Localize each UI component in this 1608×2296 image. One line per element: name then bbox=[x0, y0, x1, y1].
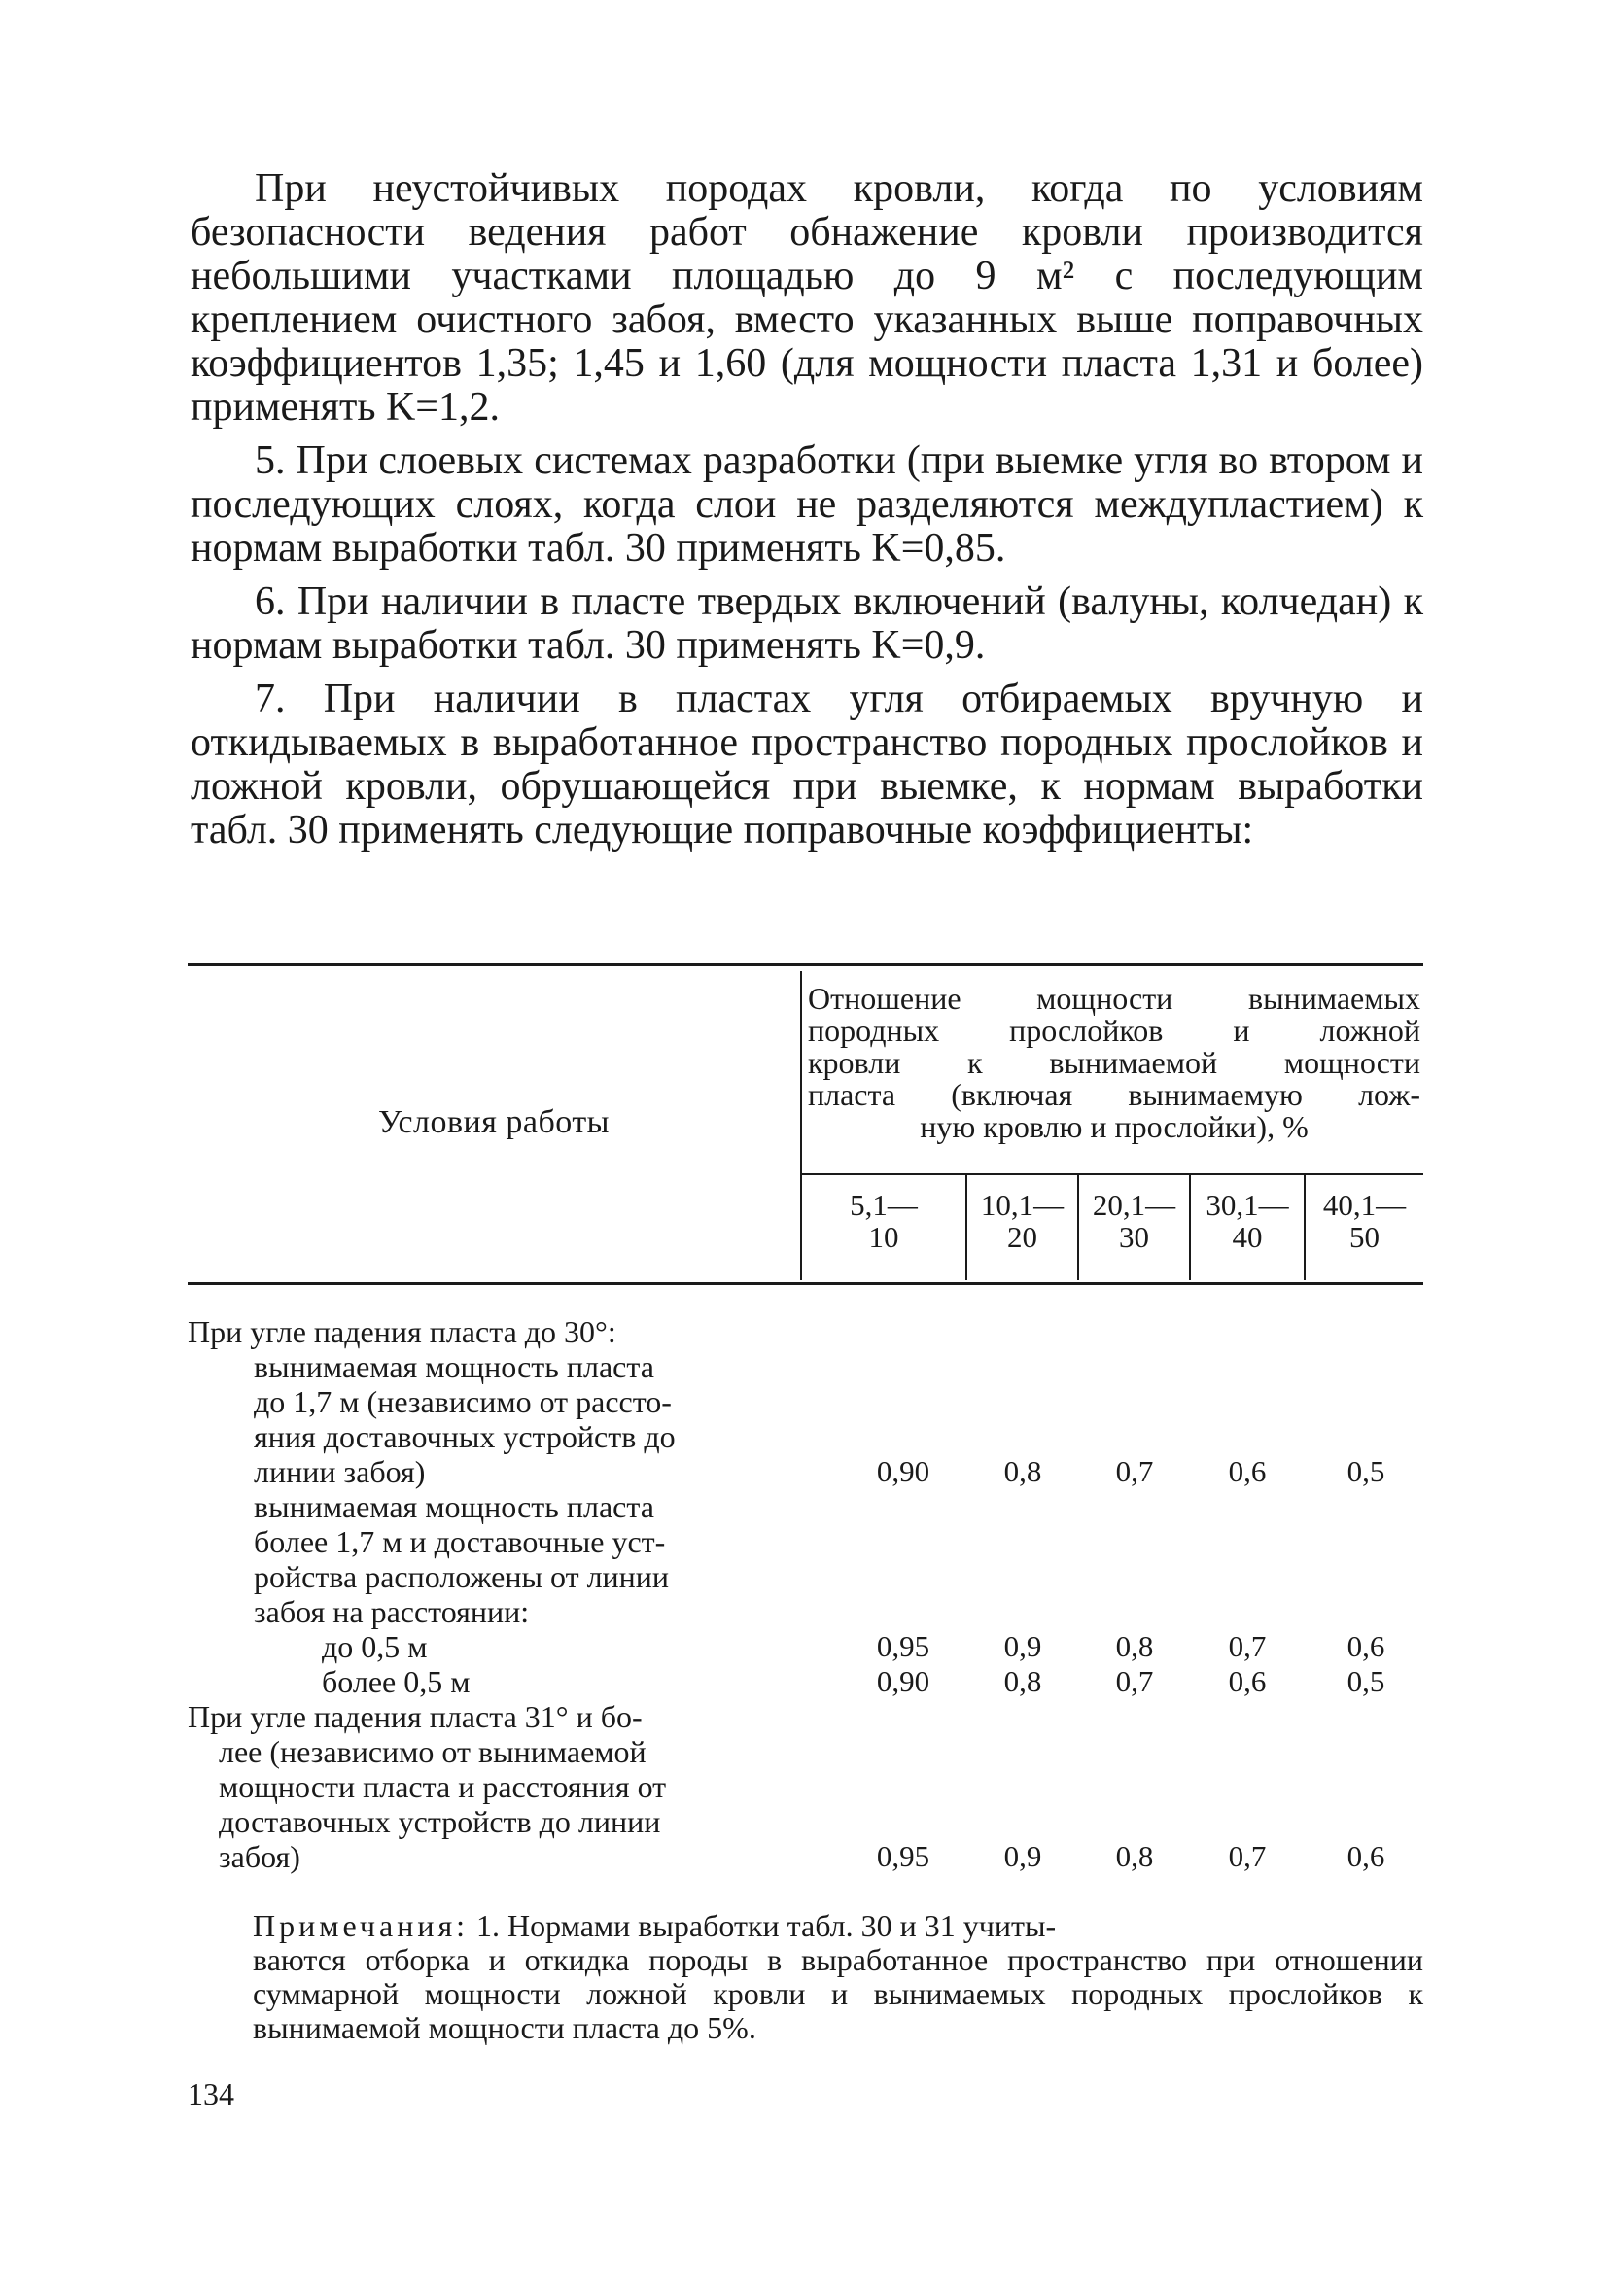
paragraph-5: 5. При слоевых системах разработки (при выемке угля во втором и последующих слоях, когда слои не разделяются междупластием) к нормам выработки табл. 30 применять K=0,85. bbox=[191, 438, 1423, 571]
table-cell: 0,95 bbox=[876, 1839, 930, 1873]
column-header-conditions: Условия работы bbox=[377, 1104, 611, 1140]
table-cell: 0,6 bbox=[1228, 1664, 1267, 1698]
table-cell: 0,95 bbox=[876, 1629, 930, 1663]
table-cell: 0,6 bbox=[1346, 1839, 1385, 1873]
table-cell: 0,7 bbox=[1115, 1454, 1154, 1488]
row-label-up-to-0-5: до 0,5 м bbox=[322, 1629, 428, 1664]
table-cell: 0,7 bbox=[1228, 1629, 1267, 1663]
table-cell: 0,9 bbox=[1003, 1629, 1042, 1663]
table-cell: 0,9 bbox=[1003, 1839, 1042, 1873]
table-cell: 0,5 bbox=[1346, 1454, 1385, 1488]
range-header: 10,1— 20 bbox=[980, 1188, 1065, 1254]
table-cell: 0,6 bbox=[1228, 1454, 1267, 1488]
table-header-rule bbox=[188, 1282, 1423, 1285]
row-label-thin-seam: вынимаемая мощность пласта до 1,7 м (независимо от рассто- яния доставочных устройств до линии забоя) bbox=[254, 1349, 676, 1489]
paragraph-7: 7. При наличии в пластах угля отбираемых вручную и откидываемых в выработанное пространство породных прослойков и ложной кровли, обрушающейся при выемке, к нормам выработки табл. 30 применять следующие поправочные коэффициенты: bbox=[191, 677, 1423, 852]
row-label-over-0-5: более 0,5 м bbox=[322, 1664, 471, 1699]
range-header: 30,1— 40 bbox=[1206, 1188, 1289, 1254]
table-cell: 0,90 bbox=[876, 1664, 930, 1698]
table-cell: 0,7 bbox=[1115, 1664, 1154, 1698]
table-cell: 0,7 bbox=[1228, 1839, 1267, 1873]
table-cell: 0,8 bbox=[1115, 1629, 1154, 1663]
table-cell: 0,90 bbox=[876, 1454, 930, 1488]
footnote bbox=[253, 1909, 1423, 1943]
column-header-ratio: Отношение мощности вынимаемых породных прослойков и ложной кровли к вынимаемой мощности пласта (включая вынимаемую лож- ную кровлю и прослойки), % bbox=[808, 981, 1420, 1144]
table-cell: 0,8 bbox=[1003, 1664, 1042, 1698]
subheader-rule bbox=[802, 1173, 1423, 1175]
table-cell: 0,6 bbox=[1346, 1629, 1385, 1663]
range-header: 20,1— 30 bbox=[1092, 1188, 1176, 1254]
body-text bbox=[191, 167, 1423, 862]
footnote-first-line: 1. Нормами выработки табл. 30 и 31 учиты- bbox=[469, 1908, 1057, 1943]
footnote-label: Примечания: bbox=[253, 1908, 470, 1943]
row-label-steep-seam: При угле падения пласта 31° и бо- лее (независимо от вынимаемой мощности пласта и расстояния от доставочных устройств до линии забоя) bbox=[188, 1699, 667, 1874]
paragraph-unstable-roof: При неустойчивых породах кровли, когда по условиям безопасности ведения работ обнажение кровли производится небольшими участками площадью до 9 м² с последующим креплением очистного забоя, вместо указанных выше поправочных коэффициентов 1,35; 1,45 и 1,60 (для мощности пласта 1,31 и более) применять K=1,2. bbox=[191, 166, 1423, 430]
table-cell: 0,8 bbox=[1115, 1839, 1154, 1873]
range-header: 40,1— 50 bbox=[1322, 1188, 1407, 1254]
range-header: 5,1— 10 bbox=[850, 1188, 918, 1254]
table-cell: 0,8 bbox=[1003, 1454, 1042, 1488]
paragraph-6: 6. При наличии в пласте твердых включений (валуны, колчедан) к нормам выработки табл. 30 применять K=0,9. bbox=[191, 579, 1423, 668]
footnote-body: ваются отборка и откидка породы в выработанное пространство при отношении суммарной мощности ложной кровли и вынимаемых породных прослойков к вынимаемой мощности пласта до 5%. bbox=[253, 1942, 1423, 2045]
row-label-thick-seam: вынимаемая мощность пласта более 1,7 м и доставочные уст- ройства расположены от линии забоя на расстоянии: bbox=[254, 1489, 670, 1629]
section-title: При угле падения пласта до 30°: bbox=[188, 1314, 616, 1349]
page-number: 134 bbox=[188, 2076, 234, 2111]
table-cell: 0,5 bbox=[1346, 1664, 1385, 1698]
